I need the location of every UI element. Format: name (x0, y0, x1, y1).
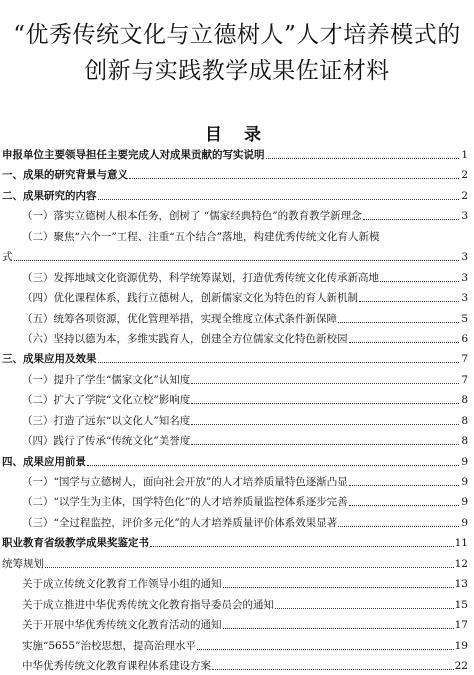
toc-leader (14, 259, 460, 261)
toc-leader (98, 198, 460, 200)
toc-entry[interactable] (22, 308, 468, 326)
toc-entry-page: 9 (461, 456, 468, 468)
toc-leader (197, 648, 454, 650)
toc-leader (275, 607, 454, 609)
toc-entry-text: 一、成果的研究背景与意义 (2, 169, 128, 181)
toc-entry-page: 9 (461, 476, 468, 488)
toc-entry-text: 职业教育省级教学成果奖鉴定书 (2, 537, 149, 549)
toc-entry-page: 15 (454, 599, 468, 611)
toc-entry-text: （三）“全过程监控，评价多元化”的人才培养质量评价体系效果显著 (22, 517, 338, 529)
toc-leader (45, 566, 454, 568)
toc-entry[interactable] (22, 635, 468, 653)
toc-entry-text: （三）打造了远东“以文化人”知名度 (22, 415, 191, 427)
toc-entry-page: 12 (454, 558, 468, 570)
toc-entry[interactable] (22, 614, 468, 632)
toc-entry-page: 9 (461, 517, 468, 529)
toc-entry-page: 9 (461, 496, 468, 508)
toc-entry-text: 二、成果研究的内容 (2, 190, 97, 202)
toc-entry[interactable] (22, 512, 468, 530)
document-title-line-1: “优秀传统文化与立德树人”人才培养模式的 (13, 22, 461, 48)
toc-entry-page: 3 (461, 272, 468, 284)
toc-leader (98, 361, 460, 363)
toc-entry-text: 关于成立传统文化教育工作领导小组的通知 (22, 578, 222, 590)
toc-entry-text: （四）践行了传承“传统文化”美誉度 (22, 435, 191, 447)
toc-entry[interactable] (22, 287, 468, 305)
toc-entry[interactable] (22, 655, 468, 673)
toc-entry-page: 3 (461, 292, 468, 304)
toc-leader (212, 668, 454, 670)
toc-entry-text: （一）“国学与立德树人，面向社会开放”的人才培养质量特色逐渐凸显 (22, 476, 348, 488)
toc-entry[interactable] (22, 369, 468, 387)
toc-entry-text-continued: 式 (2, 251, 13, 263)
toc-entry[interactable] (22, 328, 468, 346)
toc-entry-page: 6 (461, 333, 468, 345)
toc-entry-page: 22 (454, 660, 468, 672)
toc-entry[interactable] (22, 430, 468, 448)
toc-entry[interactable] (2, 185, 468, 203)
toc-entry-text: 中华优秀传统文化教育课程体系建设方案 (22, 660, 211, 672)
toc-entry[interactable] (22, 410, 468, 428)
toc-entry-text: （一）提升了学生“儒家文化”认知度 (22, 374, 191, 386)
toc-leader (338, 525, 459, 527)
toc-entry-page: 11 (454, 537, 468, 549)
toc-leader (191, 382, 459, 384)
toc-entry-text: 三、成果应用及效果 (2, 353, 97, 365)
toc-entry-page: 5 (461, 313, 468, 325)
toc-entry[interactable] (22, 471, 468, 489)
toc-leader (266, 157, 460, 159)
toc-entry-text: （五）统筹各项资源，优化管理举措，实现全维度立体式条件新保障 (22, 313, 337, 325)
toc-leader (349, 341, 460, 343)
toc-entry-text: （三）发挥地域文化资源优势，科学统筹谋划，打造优秀传统文化传承新高地 (22, 272, 379, 284)
toc-entry-page: 7 (461, 353, 468, 365)
toc-leader (359, 300, 459, 302)
toc-entry-text: （二）扩大了学院“文化立校”影响度 (22, 394, 191, 406)
toc-entry[interactable] (22, 573, 468, 591)
toc-leader (223, 627, 454, 629)
toc-entry-text: 统筹规划 (2, 558, 44, 570)
toc-entry-page: 2 (461, 190, 468, 202)
toc-leader (363, 218, 459, 220)
toc-entry[interactable] (22, 205, 468, 223)
toc-leader (191, 402, 459, 404)
document-title-line-2: 创新与实践教学成果佐证材料 (84, 58, 390, 84)
toc-entry-page: 13 (454, 578, 468, 590)
toc-leader (380, 280, 459, 282)
toc-entry[interactable] (22, 594, 468, 612)
toc-leader (150, 545, 454, 547)
toc-entry[interactable] (22, 491, 468, 509)
toc-entry[interactable] (22, 267, 468, 285)
toc-entry-page: 3 (461, 210, 468, 222)
toc-entry[interactable] (22, 226, 468, 244)
toc-entry-text: 关于开展中华优秀传统文化教育活动的通知 (22, 619, 222, 631)
toc-entry[interactable] (2, 553, 468, 571)
toc-leader (349, 484, 459, 486)
toc-entry-page: 19 (454, 640, 468, 652)
toc-entry-page: 8 (461, 394, 468, 406)
toc-heading: 目 录 (205, 125, 269, 145)
toc-entry-page: 17 (454, 619, 468, 631)
toc-entry-page: 7 (461, 374, 468, 386)
toc-entry[interactable] (22, 389, 468, 407)
toc-entry-text: （六）坚持以德为本，多维实践育人，创建全方位儒家文化特色新校园 (22, 333, 348, 345)
toc-entry[interactable] (2, 451, 468, 469)
toc-entry-text: （二）聚焦“六个一”工程、注重“五个结合”落地，构建优秀传统文化育人新模 (22, 231, 380, 243)
toc-entry-page: 1 (461, 149, 468, 161)
toc-entry[interactable] (2, 532, 468, 550)
toc-entry-continuation[interactable] (2, 246, 468, 264)
toc-leader (338, 321, 459, 323)
toc-leader (87, 464, 459, 466)
toc-leader (349, 504, 459, 506)
toc-entry-page: 2 (461, 169, 468, 181)
toc-entry-page: 8 (461, 415, 468, 427)
toc-entry[interactable] (2, 164, 468, 182)
toc-entry-page: 8 (461, 435, 468, 447)
toc-entry-text: 申报单位主要领导担任主要完成人对成果贡献的写实说明 (2, 149, 265, 161)
toc-entry-page: 3 (461, 251, 468, 263)
toc-entry-text: 关于成立推进中华优秀传统文化教育指导委员会的通知 (22, 599, 274, 611)
toc-entry-text: （二）“以学生为主体，国学特色化”的人才培养质量监控体系逐步完善 (22, 496, 348, 508)
toc-leader (129, 177, 459, 179)
toc-leader (191, 443, 459, 445)
toc-leader (191, 423, 459, 425)
toc-entry-text: （一）落实立德树人根本任务，创树了 “儒家经典特色”的教育教学新理念 (22, 210, 362, 222)
toc-entry-text: （四）优化课程体系，践行立德树人，创新儒家文化为特色的育人新机制 (22, 292, 358, 304)
toc-leader (223, 586, 454, 588)
toc-entry[interactable] (2, 348, 468, 366)
toc-entry-text: 四、成果应用前景 (2, 456, 86, 468)
toc-entry-text: 实施“5655”治校思想，提高治理水平 (22, 640, 196, 652)
toc-entry[interactable] (2, 144, 468, 162)
